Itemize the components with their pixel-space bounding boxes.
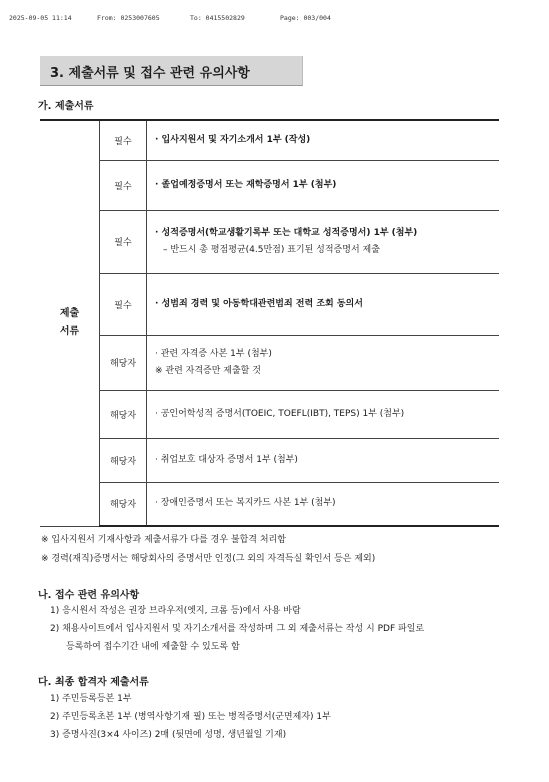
table-row xyxy=(40,438,499,482)
requirement-cell: 필수 xyxy=(100,273,147,335)
document-description: · 장애인증명서 또는 복지카드 사본 1부 (첨부) xyxy=(147,482,500,526)
table-row xyxy=(40,390,499,438)
da-item-3: 3) 증명사진(3×4 사이즈) 2매 (뒷면에 성명, 생년월일 기재) xyxy=(50,730,287,740)
note-2: ※ 경력(재직)증명서는 해당회사의 증명서만 인정(그 외의 자격득실 확인서 등은 제외) xyxy=(41,554,376,564)
document-description: · 성적증명서(학교생활기록부 또는 대학교 성적증명서) 1부 (첨부) – 반드시 총 평점평균(4.5만점) 표기된 성적증명서 제출 xyxy=(147,210,500,273)
fax-datetime: 2025-09-05 11:14 xyxy=(9,14,72,22)
subsection-heading-ga: 가. 제출서류 xyxy=(38,101,94,112)
section-title: 3. 제출서류 및 접수 관련 유의사항 xyxy=(50,66,250,81)
table-row xyxy=(40,335,499,390)
group-label-line2: 서류 xyxy=(59,326,80,338)
requirement-cell: 해당자 xyxy=(100,438,147,482)
note-1: ※ 입사지원서 기재사항과 제출서류가 다를 경우 불합격 처리함 xyxy=(41,535,286,545)
group-label-cell xyxy=(40,120,100,526)
table-row xyxy=(40,120,499,160)
requirement-cell: 필수 xyxy=(100,210,147,273)
document-description: · 공인어학성적 증명서(TOEIC, TOEFL(IBT), TEPS) 1부 (첨부) xyxy=(147,390,500,438)
group-label-line1: 제출 xyxy=(59,308,80,320)
document-description: · 취업보호 대상자 증명서 1부 (첨부) xyxy=(147,438,500,482)
requirement-cell: 필수 xyxy=(100,160,147,210)
document-description: · 졸업예정증명서 또는 재학증명서 1부 (첨부) xyxy=(147,160,500,210)
table-row xyxy=(40,160,499,210)
table-row xyxy=(40,482,499,526)
requirement-cell: 해당자 xyxy=(100,482,147,526)
documents-table xyxy=(40,119,499,527)
requirement-cell: 해당자 xyxy=(100,390,147,438)
da-item-1: 1) 주민등록등본 1부 xyxy=(50,694,132,704)
document-description: · 입사지원서 및 자기소개서 1부 (작성) xyxy=(147,120,500,160)
requirement-cell: 필수 xyxy=(100,120,147,160)
table-row xyxy=(40,273,499,335)
na-item-2-continued: 등록하여 접수기간 내에 제출할 수 있도록 함 xyxy=(66,642,240,652)
document-description: · 성범죄 경력 및 아동학대관련범죄 전력 조회 동의서 xyxy=(147,273,500,335)
fax-to: To: 0415502829 xyxy=(190,14,245,22)
document-description: · 관련 자격증 사본 1부 (첨부) ※ 관련 자격증만 제출할 것 xyxy=(147,335,500,390)
section-title-box xyxy=(40,56,303,86)
fax-from: From: 0253007605 xyxy=(97,14,160,22)
subsection-heading-na: 나. 접수 관련 유의사항 xyxy=(38,590,140,601)
table-row xyxy=(40,210,499,273)
subsection-heading-da: 다. 최종 합격자 제출서류 xyxy=(38,677,149,688)
requirement-cell: 해당자 xyxy=(100,335,147,390)
fax-page: Page: 003/004 xyxy=(280,14,331,22)
da-item-2: 2) 주민등록초본 1부 (병역사항기재 필) 또는 병적증명서(군면제자) 1부 xyxy=(50,712,331,722)
na-item-2: 2) 채용사이트에서 입사지원서 및 자기소개서를 작성하며 그 외 제출서류는 작성 시 PDF 파일로 xyxy=(50,624,425,634)
na-item-1: 1) 응시원서 작성은 권장 브라우저(엣지, 크롬 등)에서 사용 바람 xyxy=(50,606,301,616)
